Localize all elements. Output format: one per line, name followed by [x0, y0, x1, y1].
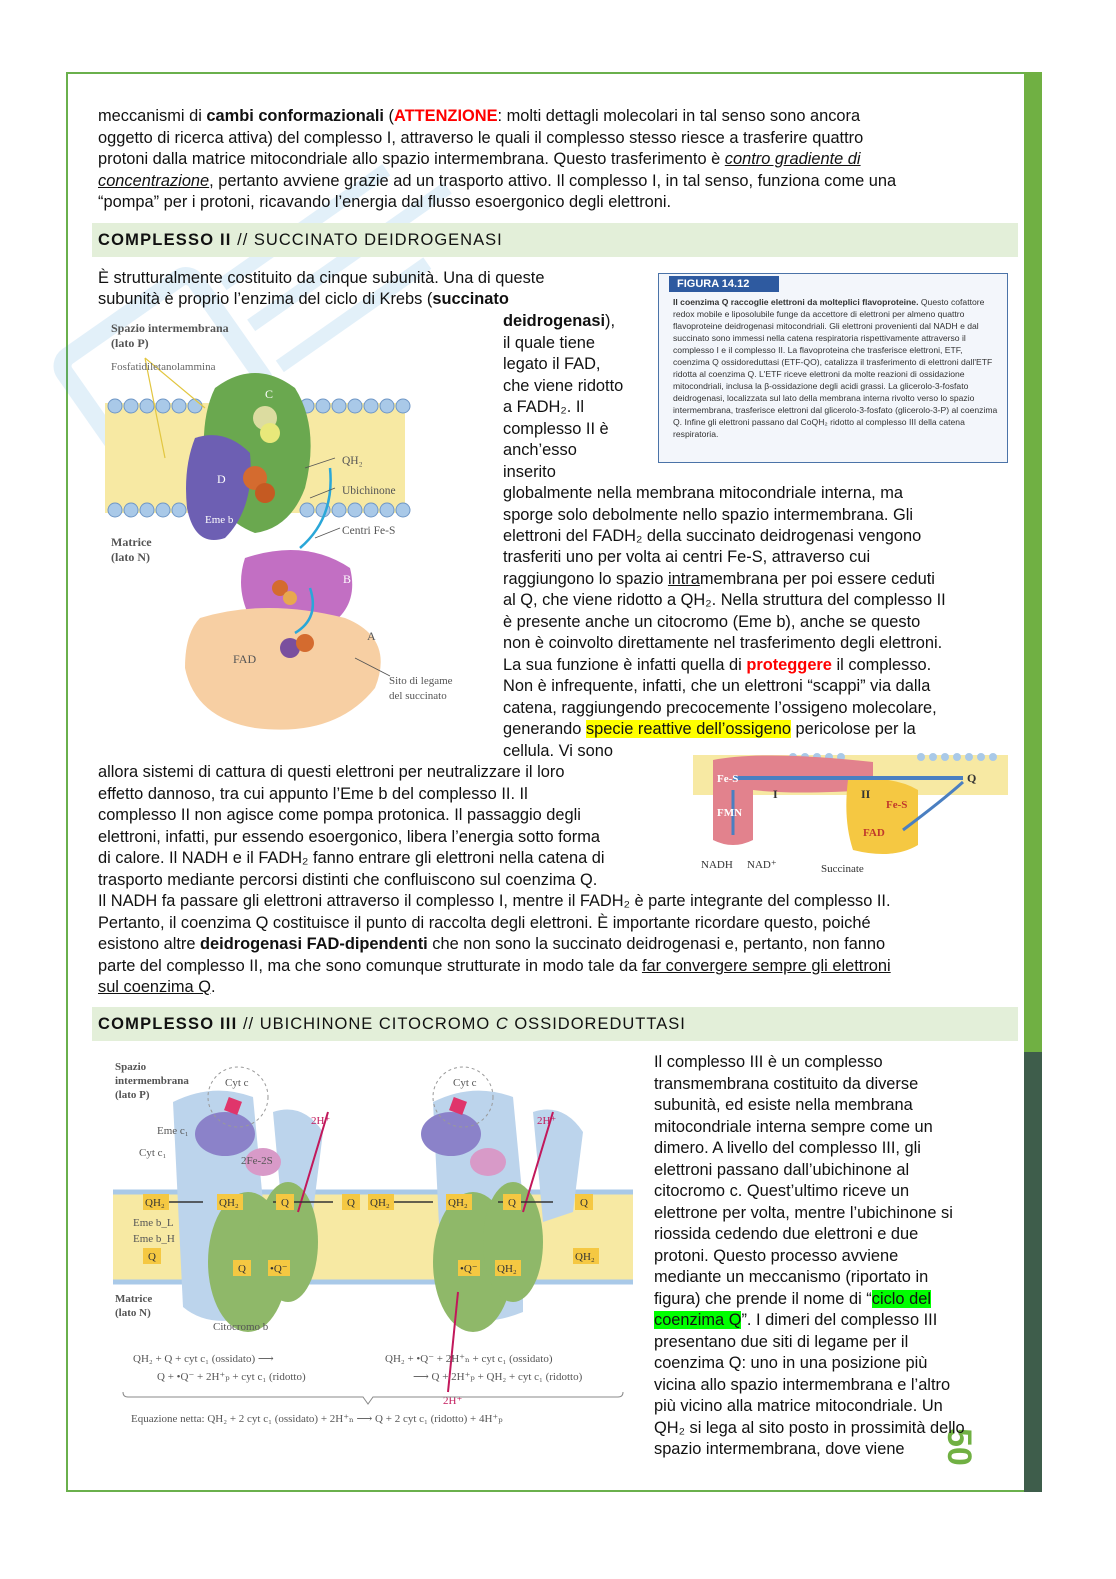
label-q-small: Q — [967, 771, 977, 785]
s2-narrow-3: legato il FAD, — [503, 355, 601, 373]
label-cytc-left: Cyt c — [225, 1077, 249, 1089]
label-succinate: Succinate — [821, 863, 864, 875]
intro-line-1: meccanismi di cambi conformazionali (ATTENZIONE: molti dettagli molecolari in tal senso sono ancora — [98, 107, 861, 125]
intro-line-3: protoni dalla matrice mitocondriale allo spazio intermembrana. Questo trasferimento è contro gradiente di — [98, 150, 861, 168]
s3-line-12: figura) che prende il nome di “ciclo del — [654, 1290, 931, 1308]
complex-3-q-cycle-figure — [113, 1052, 633, 1437]
figure-caption: Il coenzima Q raccoglie elettroni da molteplici flavoproteine. Questo cofattore redox mobile e liposolubile funge da accettore di elettroni per almeno quattro flavoproteine deidrogenasi mitocondriali. Gli elettroni provenienti dal NADH e dal succinato sono immessi nella catena respiratoria rispettivamente attraverso il complesso I e il complesso II. La flavoproteina che trasferisce elettroni, ETF, coenzima Q ossidoreduttasi (ETF-QO), catalizza il trasferimento di elettroni dall'ETF ridotta al coenzima Q. L'ETF riceve elettroni da molte reazioni di ossidazione mitocondriali, inclusa la β-ossidazione degli acidi grassi. La glicerolo-3-fosfato deidrogenasi, localizzata sul lato della membrana interna rivolto verso lo spazio intermembrana, trasferisce elettroni dal glicerolo-3-fosfato (glicerolo-3-P) al coenzima Q. Infine gli elettroni passano dal CoQH₂ ridotto al complesso III della catena respiratoria. — [673, 297, 998, 439]
q-label-semi-2: •Q⁻ — [270, 1263, 288, 1275]
s3-line-14: presentano due siti di legame per il — [654, 1333, 909, 1351]
intro-line-2: oggetto di ricerca attiva) del complesso I, attraverso le quali il complesso stesso riesce a trasferire quattro — [98, 129, 864, 147]
s3-line-15: coenzima Q: uno in una posizione più — [654, 1354, 928, 1372]
s2-narrow-6: complesso II è — [503, 420, 609, 438]
complex-2-shape — [846, 779, 918, 854]
label-succinate-site-2: del succinato — [389, 690, 447, 702]
label-2h-left: 2H⁺ — [311, 1115, 331, 1127]
s3-line-10: protoni. Questo processo avviene — [654, 1247, 899, 1265]
label-nad: NAD⁺ — [747, 859, 777, 871]
s2-wide-1: globalmente nella membrana mitocondriale interna, ma — [503, 484, 903, 502]
label-succinate-site-1: Sito di legame — [389, 675, 453, 687]
label-eme-bl: Eme b_L — [133, 1217, 174, 1229]
label-intermembrane: Spazio intermembrana — [111, 321, 229, 335]
label-spazio: Spazio — [115, 1061, 147, 1073]
intro-line-5: “pompa” per i protoni, ricavando l’energia dal flusso esoergonico degli elettroni. — [98, 193, 672, 211]
s3-line-16: vicina allo spazio intermembrana e l’altro — [654, 1376, 951, 1394]
s2-bottom-1: allora sistemi di cattura di questi elettroni per neutralizzare il loro — [98, 763, 565, 781]
q-label-q-d: Q — [580, 1197, 588, 1209]
label-lato-n: (lato N) — [115, 1307, 151, 1319]
section-heading-complex-3: COMPLESSO III // UBICHINONE CITOCROMO C OSSIDOREDUTTASI — [92, 1007, 1018, 1041]
q-label-q-a: Q — [281, 1197, 289, 1209]
s2-line-1: È strutturalmente costituito da cinque subunità. Una di queste — [98, 269, 545, 287]
subunit-a — [185, 608, 381, 730]
label-subunit-a: A — [367, 629, 376, 643]
label-fmn: FMN — [717, 807, 743, 819]
label-fad: FAD — [233, 652, 257, 666]
s2-wide-3: elettroni del FADH₂ della succinato deidrogenasi vengono — [503, 527, 922, 545]
q-label-qh2-c: QH₂ — [370, 1197, 390, 1209]
figure-14-12-caption-box — [658, 273, 1008, 463]
s2-bottom-6: trasporto mediante percorsi distinti che confluiscono sul coenzima Q. — [98, 871, 598, 889]
label-matrix: Matrice — [111, 535, 152, 549]
s3-line-3: subunità, ed esiste nella membrana — [654, 1096, 913, 1114]
s3-line-9: riossida cedendo due elettroni e due — [654, 1225, 919, 1243]
label-subunit-b: B — [343, 572, 352, 586]
label-ubiquinone: Ubichinone — [342, 485, 396, 497]
eq-1b: Q + •Q⁻ + 2H⁺ₚ + cyt c₁ (ridotto) — [157, 1371, 306, 1383]
label-intermembrana: intermembrana — [115, 1075, 189, 1087]
eq-net: Equazione netta: QH₂ + 2 cyt c₁ (ossidato) + 2H⁺ₙ ⟶ Q + 2 cyt c₁ (ridotto) + 4H⁺ₚ — [131, 1413, 503, 1425]
s3-line-13: coenzima Q”. I dimeri del complesso III — [654, 1311, 938, 1329]
label-citocromo-b: Citocromo b — [213, 1321, 269, 1333]
s2-narrow-7: anch’esso — [503, 441, 577, 459]
label-cytc-right: Cyt c — [453, 1077, 477, 1089]
label-complex-i: I — [773, 787, 778, 801]
q-label-qh2-d: QH₂ — [448, 1197, 468, 1209]
s3-line-8: elettrone per volta, mentre l’ubichinone si — [654, 1204, 953, 1222]
label-subunit-c: C — [265, 387, 274, 401]
s2-wide-2: sporge solo debolmente nello spazio intermembrana. Gli — [503, 506, 913, 524]
s2-wide-11: catena, raggiungendo precocemente l’ossigeno molecolare, — [503, 699, 937, 717]
side-bar-dark — [1024, 1052, 1042, 1492]
page-number: 50 — [940, 1428, 978, 1466]
q-label-semi-1: Q — [238, 1263, 246, 1275]
figure-label: FIGURA 14.12 — [669, 276, 779, 292]
label-matrix-side: (lato N) — [111, 550, 150, 564]
intro-line-4: concentrazione, pertanto avviene grazie ad un trasporto attivo. Il complesso I, in tal senso, funziona come una — [98, 172, 897, 190]
s2-wide-8: non è coinvolto direttamente nel trasferimento degli elettroni. — [503, 634, 943, 652]
s2-narrow-1: deidrogenasi), — [503, 312, 616, 330]
label-fad-small: FAD — [863, 827, 885, 839]
label-complex-ii: II — [861, 787, 871, 801]
label-fes-1: Fe-S — [717, 773, 739, 785]
label-fes-centers: Centri Fe-S — [342, 525, 396, 537]
s2-wide-4: trasferiti uno per volta ai centri Fe-S, attraverso cui — [503, 548, 871, 566]
label-cyt-c1: Cyt c₁ — [139, 1147, 167, 1159]
s2-narrow-2: il quale tiene — [503, 334, 596, 352]
label-lato-p: (lato P) — [115, 1089, 150, 1101]
q-label-q-c: Q — [508, 1197, 516, 1209]
s3-line-6: elettroni passano dall’ubichinone al — [654, 1161, 910, 1179]
label-subunit-d: D — [217, 472, 226, 486]
label-phospholipid: Fosfatidiletanolammina — [111, 361, 216, 373]
s2-narrow-4: che viene ridotto — [503, 377, 624, 395]
eq-2b: ⟶ Q + 2H⁺ₚ + QH₂ + cyt c₁ (ridotto) — [413, 1371, 583, 1383]
s3-line-7: citocromo c. Quest’ultimo riceve un — [654, 1182, 910, 1200]
s3-line-1: Il complesso III è un complesso — [654, 1053, 883, 1071]
s2-wide-7: è presente anche un citocromo (Eme b), anche se questo — [503, 613, 921, 631]
label-eme-bh: Eme b_H — [133, 1233, 175, 1245]
label-2fe2s: 2Fe-2S — [241, 1155, 273, 1167]
label-heme-b: Eme b — [205, 514, 234, 526]
q-label-qh2-f: QH₂ — [575, 1251, 595, 1263]
s2-wide-12: generando specie reattive dell’ossigeno pericolose per la — [503, 720, 916, 738]
complex-1-2-scheme — [693, 750, 1008, 880]
label-2h-right: 2H⁺ — [537, 1115, 557, 1127]
s2-full-3: esistono altre deidrogenasi FAD-dipendenti che non sono la succinato deidrogenasi e, pertanto, non fanno — [98, 935, 886, 953]
label-nadh: NADH — [701, 859, 733, 871]
eq-1a: QH₂ + Q + cyt c₁ (ossidato) ⟶ — [133, 1353, 274, 1365]
s2-narrow-5: a FADH₂. Il — [503, 398, 585, 416]
s3-line-2: transmembrana costituito da diverse — [654, 1075, 919, 1093]
side-bar-accent — [1024, 72, 1042, 1052]
s2-bottom-3: complesso II non agisce come pompa protonica. Il passaggio degli — [98, 806, 581, 824]
s2-wide-10: Non è infrequente, infatti, che un elettroni “scappi” via dalla — [503, 677, 931, 695]
eq-2a: QH₂ + •Q⁻ + 2H⁺ₙ + cyt c₁ (ossidato) — [385, 1353, 553, 1365]
q-label-qh2-b: QH₂ — [219, 1197, 239, 1209]
s3-line-5: dimero. A livello del complesso III, gli — [654, 1139, 921, 1157]
label-eme-c1: Eme c₁ — [157, 1125, 189, 1137]
q-label-left: Q — [148, 1251, 156, 1263]
s2-narrow-8: inserito — [503, 463, 556, 481]
label-matrice: Matrice — [115, 1293, 153, 1305]
s2-wide-13: cellula. Vi sono — [503, 742, 613, 760]
label-fes-2: Fe-S — [886, 799, 908, 811]
s2-full-5: sul coenzima Q. — [98, 978, 216, 996]
s2-full-1: Il NADH fa passare gli elettroni attraverso il complesso I, mentre il FADH₂ è parte integrante del complesso II. — [98, 892, 891, 910]
s3-line-11: mediante un meccanismo (riportato in — [654, 1268, 929, 1286]
q-label-q-b: Q — [347, 1197, 355, 1209]
label-2h-bottom: 2H⁺ — [443, 1395, 463, 1407]
s2-wide-6: al Q, che viene ridotto a QH₂. Nella struttura del complesso II — [503, 591, 946, 609]
q-label-semi-3: •Q⁻ — [460, 1263, 478, 1275]
s2-wide-5: raggiungono lo spazio intramembrana per poi essere ceduti — [503, 570, 935, 588]
q-label-qh2-a: QH₂ — [145, 1197, 165, 1209]
s2-full-2: Pertanto, il coenzima Q costituisce il punto di raccolta degli elettroni. È importante ricordare questo, poiché — [98, 914, 871, 932]
s3-line-4: mitocondriale interna sempre come un — [654, 1118, 933, 1136]
s2-bottom-5: di calore. Il NADH e il FADH₂ fanno entrare gli elettroni nella catena di — [98, 849, 605, 867]
label-qh2: QH₂ — [342, 455, 363, 467]
label-intermembrane-side: (lato P) — [111, 336, 149, 350]
q-label-qh2-e: QH₂ — [497, 1263, 517, 1275]
s2-bottom-2: effetto dannoso, tra cui appunto l’Eme b del complesso II. Il — [98, 785, 528, 803]
s2-full-4: parte del complesso II, ma che sono comunque strutturate in modo tale da far convergere sempre gli elettroni — [98, 957, 891, 975]
section-heading-complex-2: COMPLESSO II // SUCCINATO DEIDROGENASI — [92, 223, 1018, 257]
complex-2-structure-figure — [105, 318, 500, 748]
s2-line-2: subunità è proprio l’enzima del ciclo di Krebs (succinato — [98, 290, 509, 308]
s3-line-18: QH₂ si lega al sito posto in prossimità dello — [654, 1419, 965, 1437]
s2-wide-9: La sua funzione è infatti quella di proteggere il complesso. — [503, 656, 932, 674]
s3-line-19: spazio intermembrana, dove viene — [654, 1440, 905, 1458]
s3-line-17: più vicino alla matrice mitocondriale. Un — [654, 1397, 943, 1415]
s2-bottom-4: elettroni, infatti, pur essendo esoergonico, libera l’energia sotto forma — [98, 828, 601, 846]
